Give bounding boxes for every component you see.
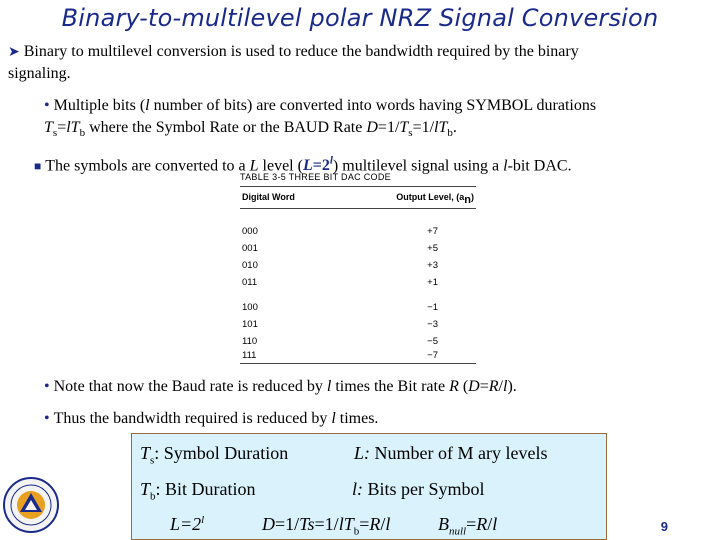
bullet-baud-rate: • Note that now the Baud rate is reduced by l times the Bit rate R (D=R/l).	[44, 378, 517, 395]
table-cell-output-level: −3	[427, 319, 438, 330]
page-number: 9	[660, 519, 668, 534]
column-header-output-level: Output Level, $(a_n)$	[396, 192, 474, 206]
table-cell-digital-word: 001	[242, 243, 258, 254]
table-cell-digital-word: 101	[242, 319, 258, 330]
bullet-dot-icon: •	[44, 378, 50, 395]
table-cell-output-level: −7	[427, 350, 438, 361]
bullet-multiple-bits: • Multiple bits (l number of bits) are converted into words having SYMBOL durations $T_s=lT_b$ where the Symbol Rate or the BAUD Rate $D=1/T_s=1/lT_b$.	[44, 97, 597, 140]
table-cell-output-level: +5	[427, 243, 438, 254]
arrow-bullet-icon: ➤	[8, 44, 20, 60]
column-header-digital-word: Digital Word	[242, 192, 295, 202]
table-cell-output-level: +3	[427, 260, 438, 271]
definitions-box	[131, 433, 607, 540]
table-caption: TABLE 3-5 THREE BIT DAC CODE	[240, 172, 391, 182]
table-cell-output-level: −5	[427, 336, 438, 347]
table-cell-digital-word: 010	[242, 260, 258, 271]
bit-duration-definition: $T_b$: Bit Duration	[140, 479, 256, 503]
bullet-dot-icon: •	[44, 97, 50, 114]
bullet-dot-icon: •	[44, 410, 50, 427]
page-title: Binary-to-multilevel polar NRZ Signal Conversion	[61, 4, 659, 32]
university-seal-logo-icon	[2, 476, 60, 534]
table-rule-top	[240, 186, 476, 187]
table-cell-digital-word: 000	[242, 226, 258, 237]
intro-paragraph: ➤ Binary to multilevel conversion is used to reduce the bandwidth required by the binary signaling.	[8, 43, 579, 82]
table-cell-digital-word: 111	[242, 350, 257, 361]
table-cell-digital-word: 011	[242, 277, 258, 288]
table-cell-digital-word: 110	[242, 336, 258, 347]
table-cell-digital-word: 100	[242, 302, 258, 313]
table-rule-header	[240, 208, 476, 209]
table-rule-bottom	[240, 363, 476, 364]
levels-equation: $L=2^l$	[170, 514, 205, 534]
table-cell-output-level: −1	[427, 302, 438, 313]
levels-definition: L: Number of M ary levels	[354, 443, 548, 463]
dac-code-table	[240, 172, 476, 364]
bits-per-symbol-definition: l: Bits per Symbol	[352, 479, 485, 499]
table-cell-output-level: +7	[427, 226, 438, 237]
symbol-duration-definition: $T_s$: Symbol Duration	[140, 443, 289, 467]
bullet-symbols-converted: ■ The symbols are converted to a L level $(L=2^l)$ multilevel signal using a l-bit DAC.	[34, 155, 572, 175]
bullet-dot-icon: ■	[34, 159, 42, 174]
baud-rate-equation: $D=1/Ts=1/lT_b=R/l$	[262, 514, 391, 538]
table-cell-output-level: +1	[427, 277, 438, 288]
bullet-bandwidth: • Thus the bandwidth required is reduced by l times.	[44, 410, 379, 427]
null-bandwidth-equation: $B_{null}=R/l$	[438, 514, 498, 538]
